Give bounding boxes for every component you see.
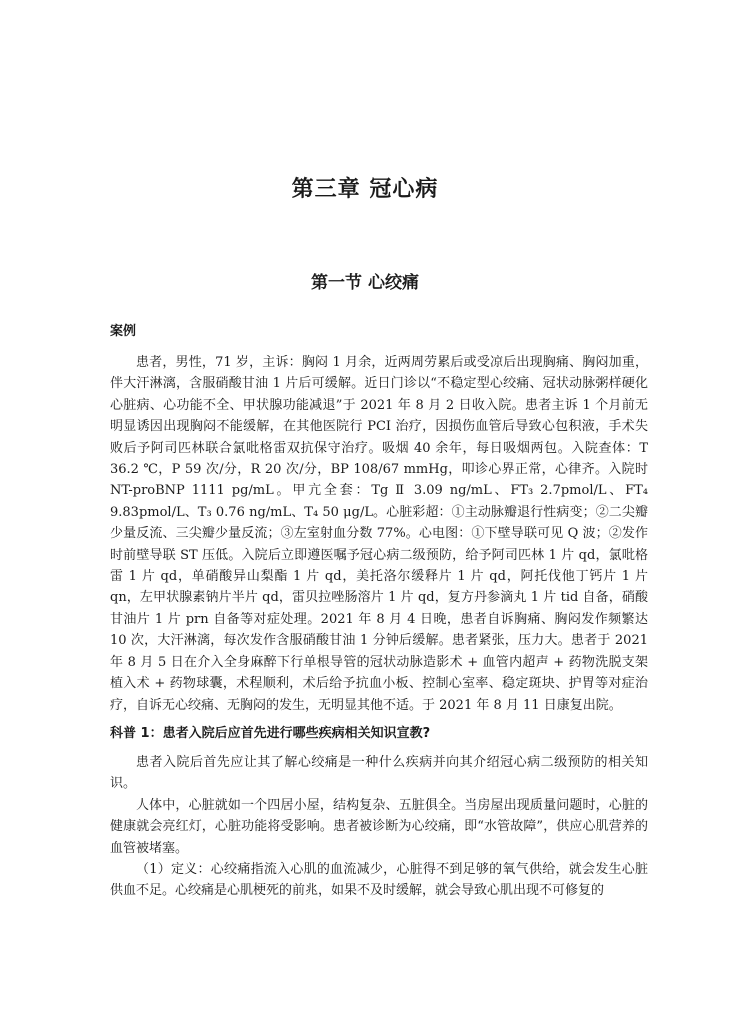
body-content bbox=[110, 322, 648, 902]
chapter-title: 第三章 冠心病 bbox=[291, 177, 439, 202]
case-body bbox=[110, 352, 648, 716]
answer-paragraph: （1）定义：心绞痛指流入心肌的血流减少，心脏得不到足够的氧气供给，就会发生心脏供血不足。心绞痛是心肌梗死的前兆，如果不及时缓解，就会导致心肌出现不可修复的 bbox=[110, 861, 648, 899]
section-title: 第一节 心绞痛 bbox=[311, 273, 419, 293]
answer-paragraph: 患者入院后首先应让其了解心绞痛是一种什么疾病并向其介绍冠心病二级预防的相关知识。 bbox=[110, 754, 648, 792]
case-heading: 案例 bbox=[110, 324, 137, 339]
question-heading: 科普 1：患者入院后应首先进行哪些疾病相关知识宣教? bbox=[110, 725, 431, 741]
answer-paragraph: 人体中，心脏就如一个四居小屋，结构复杂、五脏俱全。当房屋出现质量问题时，心脏的健康就会亮红灯，心脏功能将受影响。患者被诊断为心绞痛，即“水管故障”，供应心肌营养的血管被堵塞。 bbox=[110, 797, 648, 856]
case-paragraph: 患者，男性，71 岁，主诉：胸闷 1 月余，近两周劳累后或受凉后出现胸痛、胸闷加重，伴大汗淋漓，含服硝酸甘油 1 片后可缓解。近日门诊以“不稳定型心绞痛、冠状动脉粥样硬化心脏病、心功能不全、甲状腺功能减退”于 2021 年 8 月 2 日收入院。患者主诉 1 个月前无明显诱因出现胸闷不能缓解，在其他医院行 PCI 治疗，因损伤血管后导致心包积液，手术失败后予阿司匹林联合氯吡格雷双抗保守治疗。吸烟 40 余年，每日吸烟两包。入院查体：T 36.2 ℃，P 59 次/分，R 20 次/分，BP 108/67 mmHg，叩诊心界正常，心律齐。入院时 NT-proBNP 1111 pg/mL。甲亢全套：Tg Ⅱ 3.09 ng/mL、FT₃ 2.7pmol/L、FT₄ 9.83pmol/L、T₃ 0.76 ng/mL、T₄ 50 μg/L。心脏彩超：①主动脉瓣退行性病变；②二尖瓣少量反流、三尖瓣少量反流；③左室射血分数 77%。心电图：①下壁导联可见 Q 波；②发作时前壁导联 ST 压低。入院后立即遵医嘱予冠心病二级预防，给予阿司匹林 1 片 qd，氯吡格雷 1 片 qd，单硝酸异山梨酯 1 片 qd，美托洛尔缓释片 1 片 qd，阿托伐他丁钙片 1 片 qn，左甲状腺素钠片半片 qd，雷贝拉唑肠溶片 1 片 qd，复方丹参滴丸 1 片 tid 自备，硝酸甘油片 1 片 prn 自备等对症处理。2021 年 8 月 4 日晚，患者自诉胸痛、胸闷发作频繁达 10 次，大汗淋漓，每次发作含服硝酸甘油 1 分钟后缓解。患者紧张，压力大。患者于 2021 年 8 月 5 日在介入全身麻醉下行单根导管的冠状动脉造影术 + 血管内超声 + 药物洗脱支架植入术 + 药物球囊，术程顺利，术后给予抗血小板、控制心室率、稳定斑块、护胃等对症治疗，自诉无心绞痛、无胸闷的发生，无明显其他不适。于 2021 年 8 月 11 日康复出院。 bbox=[110, 355, 648, 713]
